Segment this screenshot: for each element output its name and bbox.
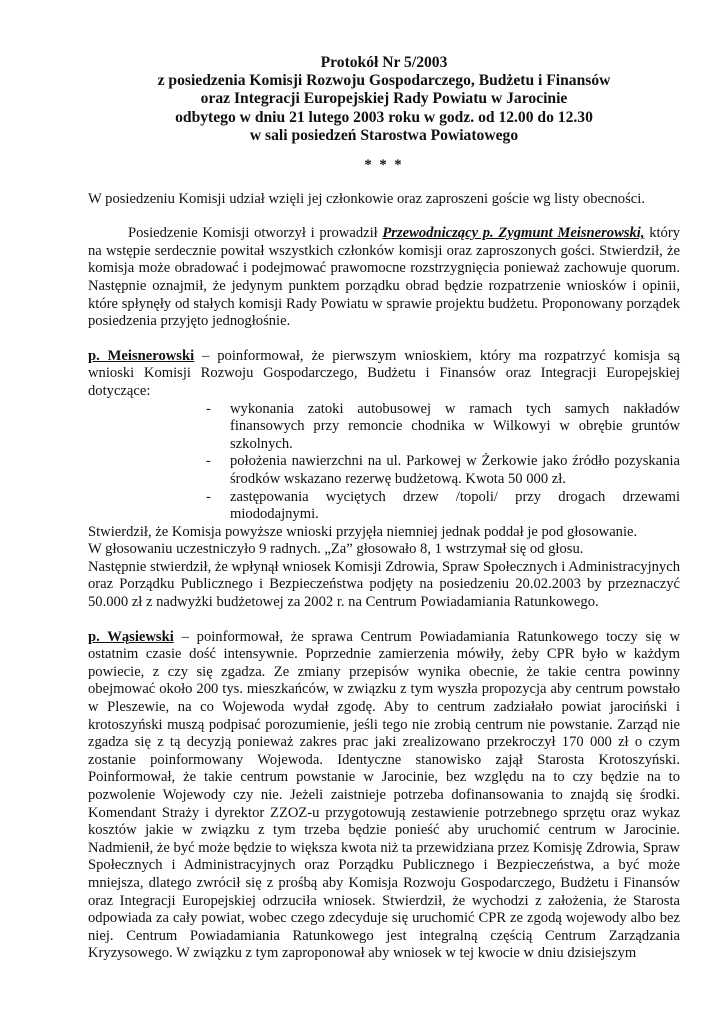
list-item — [88, 401, 680, 454]
title-line-4: odbytego w dniu 21 lutego 2003 roku w godz. od 12.00 do 12.30 — [175, 108, 593, 126]
wasiewski-paragraph — [88, 629, 680, 963]
opening-paragraph — [88, 225, 680, 331]
wasiewski-text: – poinformował, że sprawa Centrum Powiadamiania Ratunkowego toczy się w ostatnim czasie dość intensywnie. Poprzednie zamierzenia mówiły, żeby CPR było w każdym powiecie, z czy się zgadza. Ze zmiany przepisów wynika obecnie, że takie centra powinny obejmować około 200 tys. mieszkańców, w związku z tym wyszła propozycja aby centrum powstało w Pleszewie, na co Wojewoda wydał zgodę. Aby to centrum zadziałało powiat jarociński i krotoszyński muszą podpisać porozumienie, jeśli tego nie zrobią centrum nie powstanie. Zarząd nie zgadza się z tą decyzją ponieważ zakres prac jaki zrealizowano przekroczył 170 000 zł o czym zostanie poinformowany Wojewoda. Identyczne stanowisko zajął Starosta Krotoszyński. Poinformował, że takie centrum powstanie w Jarocinie, bez względu na to czy będzie na to pozwolenie Wojewody czy nie. Jeżeli zaistnieje potrzeba dofinansowania to znajdą się środki. Komendant Straży i dyrektor ZZOZ-u przygotowują zestawienie potrzebnego sprzętu oraz wykaz kosztów jakie w związku z tym trzeba będzie ponieść aby uruchomić centrum w Jarocinie. Nadmienił, że być może będzie to większa kwota niż ta przewidziana przez Komisję Zdrowia, Spraw Społecznych i Administracyjnych oraz Porządku Publicznego i Bezpieczeństwa, a być może mniejsza, dlatego zwrócił się z prośbą aby Komisja Rozwoju Gospodarczego, Budżetu i Finansów oraz Integracji Europejskiej odrzuciła wniosek. Stwierdził, że wychodzi z założenia, że Starosta odpowiada za cały powiat, wobec czego zdecyduje się uruchomić CPR ze zgodą wojewody albo bez niej. Centrum Powiadamiania Ratunkowego jest integralną częścią Centrum Zarządzania Kryzysowego. W związku z tym zaproponował aby wniosek w tej kwocie w dniu dzisiejszym — [88, 628, 680, 962]
list-item — [88, 489, 680, 524]
meisnerowski-paragraph — [88, 348, 680, 401]
health-commission-motion: Następnie stwierdził, że wpłynął wniosek Komisji Zdrowia, Spraw Społecznych i Administracyjnych oraz Porządku Publicznego i Bezpieczeństwa podjęty na posiedzeniu 20.02.2003 by przeznaczyć 50.000 zł z nadwyżki budżetowej za 2002 r. na Centrum Powiadamiania Ratunkowego. — [88, 558, 680, 611]
dash-bullet: - — [206, 400, 211, 417]
title-line-5: w sali posiedzeń Starostwa Powiatowego — [249, 126, 519, 144]
document-page — [88, 54, 680, 963]
list-item-text: zastępowania wyciętych drzew /topoli/ przy drogach drzewami miododajnymi. — [230, 488, 680, 523]
meisnerowski-text: – poinformował, że pierwszym wnioskiem, który ma rozpatrzyć komisja są wnioski Komisji Rozwoju Gospodarczego, Budżetu i Finansów oraz Integracji Europejskiej dotyczące: — [88, 347, 680, 399]
document-title — [88, 54, 680, 145]
section-separator: * * * — [364, 157, 404, 174]
title-line-2: z posiedzenia Komisji Rozwoju Gospodarczego, Budżetu i Finansów — [157, 72, 611, 90]
opening-text-start: Posiedzenie Komisji otworzył i prowadził — [128, 225, 383, 242]
title-line-1: Protokół Nr 5/2003 — [320, 54, 448, 71]
vote-statement: Stwierdził, że Komisja powyższe wnioski przyjęła niemniej jednak poddał je pod głosowanie. — [88, 523, 638, 540]
motions-list — [88, 401, 680, 524]
chairman-name: Przewodniczący p. Zygmunt Meisnerowski, — [382, 225, 645, 242]
vote-result: W głosowaniu uczestniczyło 9 radnych. „Za” głosowało 8, 1 wstrzymał się od głosu. — [88, 541, 584, 558]
list-item-text: wykonania zatoki autobusowej w ramach tych samych nakładów finansowych przy remoncie chodnika w Wilkowyi w obrębie gruntów szkolnych. — [230, 400, 680, 452]
dash-bullet: - — [206, 453, 211, 470]
list-item — [88, 453, 680, 488]
attendance-paragraph: W posiedzeniu Komisji udział wzięli jej członkowie oraz zaproszeni goście wg listy obecności. — [88, 190, 645, 207]
list-item-text: położenia nawierzchni na ul. Parkowej w Żerkowie jako źródło pozyskania środków wskazano rezerwę budżetową. Kwota 50 000 zł. — [230, 453, 680, 487]
title-line-3: oraz Integracji Europejskiej Rady Powiatu w Jarocinie — [200, 90, 568, 108]
speaker-meisnerowski: p. Meisnerowski — [88, 347, 195, 364]
speaker-wasiewski: p. Wąsiewski — [88, 628, 174, 645]
opening-text-rest: który na wstępie serdecznie powitał wszystkich członków komisji oraz zaproszonych gości. Stwierdził, że komisja może obradować i podejmować prawomocne rozstrzygnięcia ponieważ zachowuje quorum. Następnie oznajmił, że jedynym punktem porządku obrad będzie rozpatrzenie wniosków i opinii, które spłynęły od stałych komisji Rady Powiatu w sprawie projektu budżetu. Proponowany porządek posiedzenia przyjęto jednogłośnie. — [88, 225, 680, 330]
dash-bullet: - — [206, 488, 211, 505]
